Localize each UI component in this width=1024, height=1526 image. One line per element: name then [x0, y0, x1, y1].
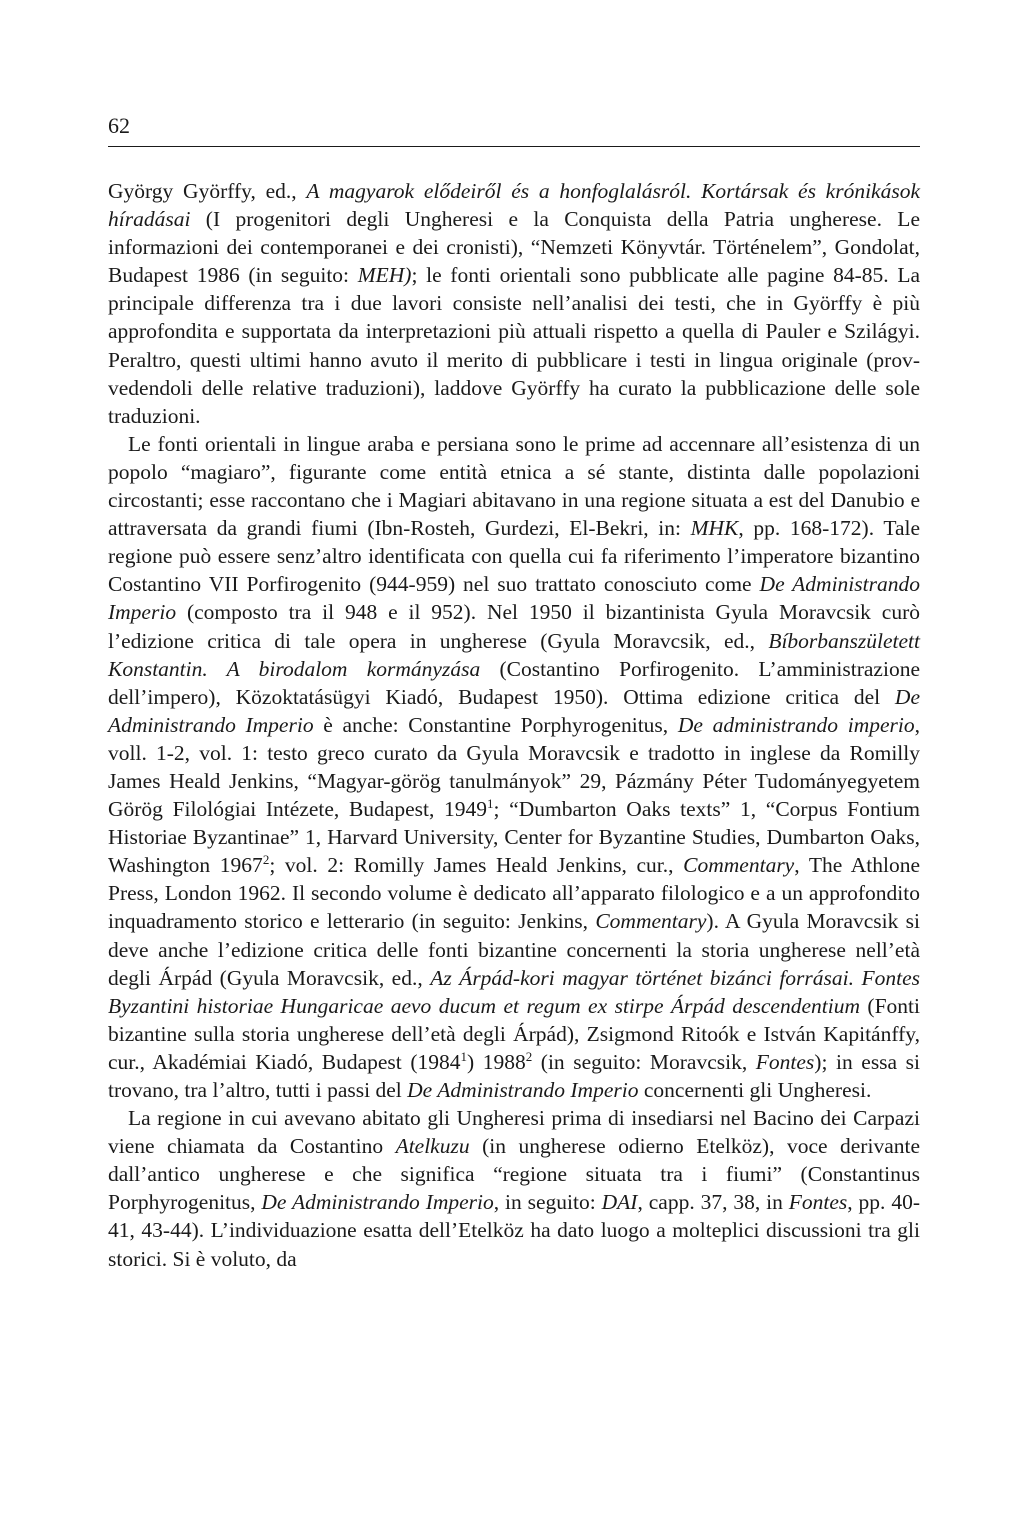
text-run: concernenti gli Ungheresi.	[638, 1078, 872, 1102]
text-run: ) 1988	[467, 1049, 526, 1074]
italic-run: MEH)	[357, 263, 412, 288]
text-run: ). A Gyula Moravcsik si deve anche l’edizione critica delle fonti bizantine concernenti la storia ungherese nell’età degli Árpád (Gyula Moravcsik, ed.,	[108, 909, 920, 990]
italic-run: De administrando imperio	[677, 712, 915, 737]
italic-run: De Administrando Imperio	[108, 572, 920, 625]
superscript-mark: 1	[487, 795, 494, 811]
italic-run: Commentary	[683, 853, 795, 878]
italic-run: DAI	[601, 1190, 638, 1215]
text-run: (Fonti bizantine sulla storia ungherese dell’età degli Árpád), Zsigmond Ritoók e István Kapitánffy, cur., Akadémiai Kiadó, Budapest (1984	[108, 993, 920, 1074]
italic-run: Commentary	[595, 909, 707, 934]
text-run: Le fonti orientali in lingue araba e persiana sono le prime ad accennare all’esistenza di un popolo “magiaro”, figurante come entità etnica a sé stante, distinta dalle popolazioni circostanti; esse raccontano che i Magiari abitavano in una regione situata a est del Danubio e attraversata da grandi fiumi (Ibn-Rosteh, Gurdezi, El-Bekri, in:	[108, 431, 920, 541]
text-run: , capp. 37, 38, in	[637, 1190, 789, 1215]
text-run: ); in essa si trovano, tra l’altro, tutti i passi del	[108, 1049, 920, 1102]
italic-run: De Administrando Imperio	[407, 1078, 639, 1102]
text-run: (I progenitori degli Ungheresi e la Conquista della Patria ungherese. Le informazioni dei contemporanei e dei cronisti), “Nemzeti Könyvtár. Történelem”, Gondolat, Budapest 1986 (in seguito:	[108, 207, 920, 288]
text-run: ; vol. 2: Romilly James Heald Jenkins, cur.,	[269, 853, 684, 878]
italic-run: De Administrando Imperio	[261, 1190, 494, 1215]
text-run: (in ungherese odierno Etelköz), voce derivante dall’antico ungherese e che significa “regione situata tra i fiumi” (Constantinus Porphyrogenitus,	[108, 1134, 920, 1215]
text-run: , in seguito:	[493, 1190, 602, 1215]
text-run: , pp. 168-172). Tale regione può essere senz’altro identificata con quella cui fa riferimento l’imperatore bizantino Costantino VII Porfirogenito (944-959) nel suo trattato conosciuto come	[108, 516, 921, 597]
superscript-mark: 2	[525, 1048, 533, 1064]
text-run: ; “Dumbarton Oaks texts” 1, “Corpus Fontium Historiae Byzantinae” 1, Harvard University, Center for Byzantine Studies, Dumbarton Oaks, Washington 1967	[108, 797, 920, 878]
text-run: (composto tra il 948 e il 952). Nel 1950 il bizantinista Gyula Moravcsik curò l’edizione critica di tale opera in ungherese (Gyula Moravcsik, ed.,	[108, 600, 920, 653]
text-run: , The Athlone Press, London 1962. Il secondo volume è dedicato all’apparato filologico e a un approfondito inquadramento storico e letterario (in seguito: Jenkins,	[108, 853, 920, 934]
page-number: 62	[108, 112, 134, 140]
paragraph	[108, 430, 920, 1104]
paragraph	[108, 1104, 920, 1273]
superscript-mark: 2	[262, 852, 270, 868]
italic-run: A magyarok elődeiről és a honfoglalásról. Kortársak és krónikások híradásai	[108, 179, 921, 232]
italic-run: Atelkuzu	[395, 1134, 470, 1159]
text-run: La regione in cui avevano abitato gli Ungheresi prima di insediarsi nel Bacino dei Carpazi viene chiamata da Costantino	[108, 1106, 920, 1159]
italic-run: Az Árpád-kori magyar történet bizánci forrásai. Fontes Byzantini historiae Hungaricae aevo ducum et regum ex stirpe Árpád descendentium	[108, 965, 920, 1018]
italic-run: MHK	[690, 516, 739, 541]
text-run: ; le fonti orientali sono pubblicate alle pagine 84-85. La principale differenza tra i due lavori consiste nell’analisi dei testi, che in Györffy è più approfondita e supportata da interpretazioni più attuali rispetto a quella di Pauler e Szilágyi. Peraltro, questi ultimi hanno avuto il merito di pubblicare i testi in lingua originale (provvedendoli delle relative traduzioni), laddove Györffy ha curato la pubblicazione delle sole traduzioni.	[108, 263, 921, 428]
page-header	[108, 112, 920, 147]
text-run: (Costantino Porfirogenito. L’amministrazione dell’impero), Közoktatásügyi Kiadó, Budapest 1950). Ottima edizione critica del	[108, 656, 920, 709]
text-run: György Györffy, ed.,	[108, 179, 307, 203]
body-text	[108, 177, 920, 1273]
paragraph	[108, 177, 920, 430]
text-run: , voll. 1-2, vol. 1: testo greco curato da Gyula Moravcsik e tradotto in inglese da Romilly James Heald Jenkins, “Magyar-görög tanulmányok” 29, Pázmány Péter Tudományegyetem Görög Filológiai Intézete, Budapest, 1949	[108, 712, 921, 822]
italic-run: Fontes	[755, 1049, 815, 1074]
document-page	[108, 112, 920, 1273]
superscript-mark: 1	[460, 1048, 467, 1064]
text-run: , pp. 40-41, 43-44). L’individuazione esatta dell’Etelköz ha dato luogo a molteplici discussioni tra gli storici. Si è voluto, da	[108, 1190, 920, 1271]
italic-run: Bíborbanszületett Konstantin. A birodalom kormányzása	[108, 628, 920, 681]
text-run: (in seguito: Moravcsik,	[532, 1049, 756, 1074]
italic-run: De Administrando Imperio	[108, 684, 920, 737]
italic-run: Fontes	[788, 1190, 848, 1215]
text-run: è anche: Constantine Porphyrogenitus,	[313, 712, 678, 737]
